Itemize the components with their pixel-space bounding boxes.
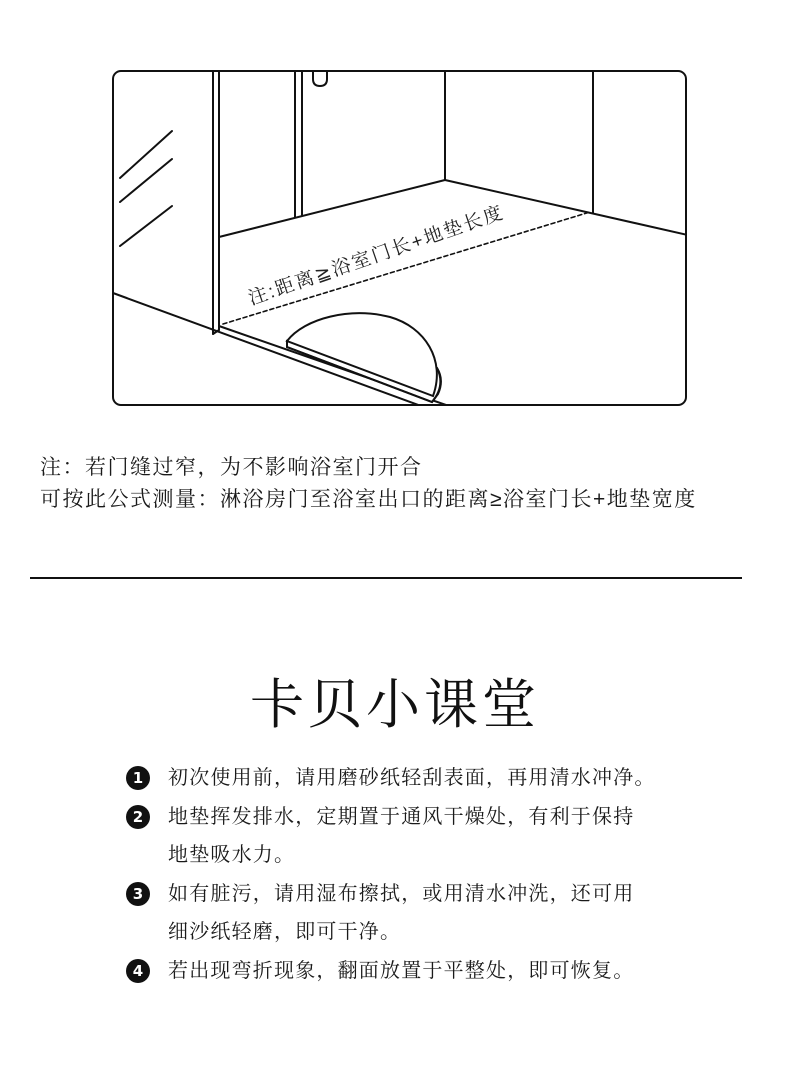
- tip-text: 地垫吸水力。: [168, 844, 296, 866]
- tip-text: 若出现弯折现象，翻面放置于平整处，即可恢复。: [168, 959, 635, 982]
- measurement-dashed-line: [223, 212, 590, 324]
- section-divider: [30, 577, 742, 579]
- number-badge-icon: 3: [126, 882, 150, 906]
- section-title: 卡贝小课堂: [250, 675, 540, 735]
- tip-text: 地垫挥发排水，定期置于通风干燥处，有利于保持: [168, 805, 635, 828]
- wall-corners: [445, 60, 593, 213]
- note-line: 注：若门缝过窄，为不影响浴室门开合: [40, 456, 423, 479]
- tip-item: [126, 798, 746, 875]
- tip-item: [126, 952, 746, 991]
- tip-text: 细沙纸轻磨，即可干净。: [168, 921, 402, 943]
- number-badge-icon: 2: [126, 805, 150, 829]
- measurement-label: 注:距离≧浴室门长+地垫长度: [245, 202, 508, 310]
- window-glare-lines: [120, 131, 172, 246]
- shower-back-panel: [295, 60, 302, 217]
- number-badge-icon: 1: [126, 766, 150, 790]
- tip-item: [126, 875, 746, 952]
- tip-item: [126, 759, 746, 798]
- tip-text: 初次使用前，请用磨砂纸轻刮表面，再用清水冲净。: [168, 767, 656, 789]
- glass-door-edge: [213, 60, 219, 334]
- door-hook-icon: [313, 62, 327, 86]
- note-formula-line: 可按此公式测量：淋浴房门至浴室出口的距离≥浴室门长+地垫宽度: [40, 488, 697, 511]
- shower-room-diagram: [0, 0, 790, 420]
- tips-list: [126, 759, 746, 990]
- number-badge-icon: 4: [126, 959, 150, 983]
- door-gap-note: [40, 452, 697, 516]
- tip-text: 如有脏污，请用湿布擦拭，或用清水冲洗，还可用: [168, 882, 635, 905]
